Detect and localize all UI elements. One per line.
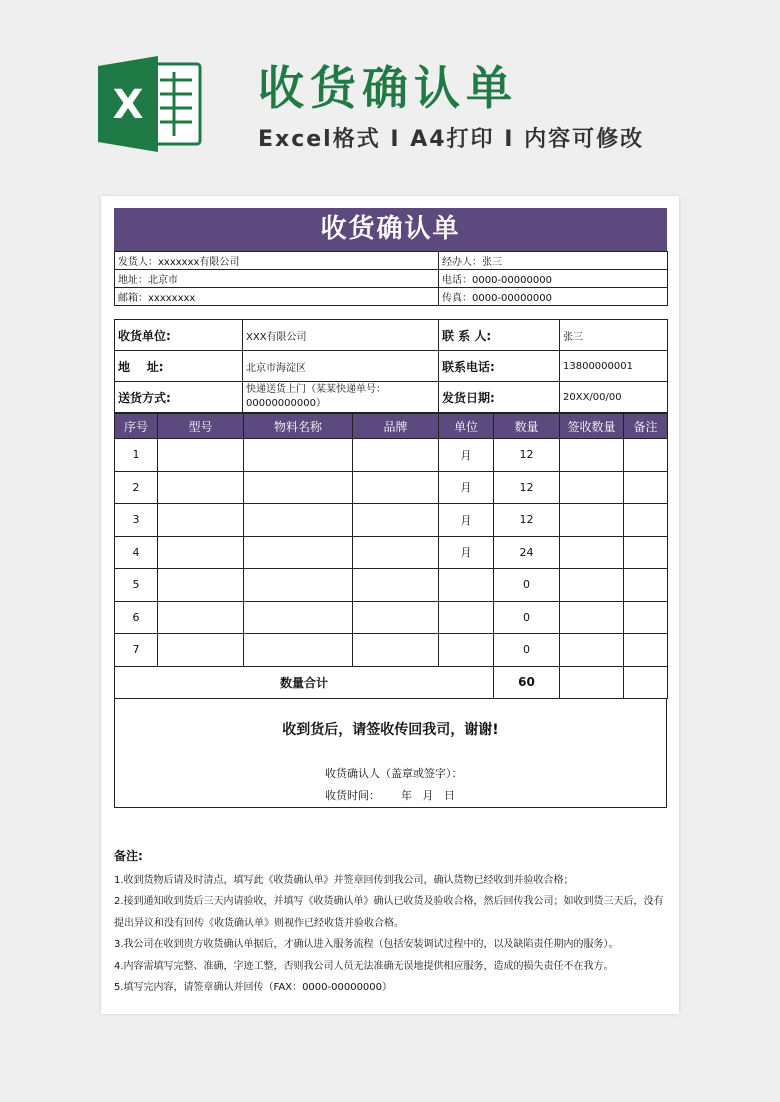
table-row [115, 471, 668, 504]
note-line: 5.填写完内容，请签章确认并回传（FAX：0000-00000000） [114, 982, 393, 993]
note-line: 2.接到通知收到货后三天内请验收，并填写《收货确认单》确认已收货及验收合格，然后回传我公司；如收到货三天后，没有 [114, 896, 664, 907]
row-signed-qty[interactable] [560, 471, 624, 504]
col-header-unit: 单位 [439, 414, 494, 439]
table-row [115, 569, 668, 602]
row-brand[interactable] [353, 601, 439, 634]
info-row [115, 288, 668, 306]
row-brand[interactable] [353, 504, 439, 537]
signature-box [114, 699, 667, 808]
page-title: 收货确认单 [258, 61, 518, 115]
row-index: 7 [115, 634, 158, 667]
table-row [115, 601, 668, 634]
sender-info-table [114, 251, 668, 306]
ship-method-label: 送货方式: [115, 382, 243, 413]
info-cell[interactable]: 邮箱：xxxxxxxx [115, 288, 439, 306]
row-model[interactable] [158, 471, 244, 504]
row-model[interactable] [158, 439, 244, 472]
address-value[interactable]: 北京市海淀区 [243, 351, 439, 382]
row-index: 4 [115, 536, 158, 569]
row-signed-qty[interactable] [560, 601, 624, 634]
row-unit[interactable]: 月 [439, 504, 494, 537]
info-cell[interactable]: 传真：0000-00000000 [439, 288, 668, 306]
row-unit[interactable] [439, 601, 494, 634]
row-material[interactable] [244, 601, 353, 634]
table-row [115, 504, 668, 537]
row-signed-qty[interactable] [560, 536, 624, 569]
row-model[interactable] [158, 536, 244, 569]
total-row [115, 666, 668, 698]
form-header: 收货确认单 [114, 208, 667, 251]
receiver-unit-value[interactable]: XXX有限公司 [243, 320, 439, 351]
excel-logo-icon [98, 56, 204, 152]
row-qty[interactable]: 12 [494, 504, 560, 537]
info-cell[interactable]: 发货人：xxxxxxx有限公司 [115, 252, 439, 270]
row-index: 2 [115, 471, 158, 504]
excel-logo-letter: X [112, 82, 144, 128]
row-model[interactable] [158, 569, 244, 602]
note-line: 4.内容需填写完整、准确，字迹工整，否则我公司人员无法准确无误地提供相应服务，造成的损失责任不在我方。 [114, 960, 614, 972]
row-index: 1 [115, 439, 158, 472]
row-remark[interactable] [624, 439, 668, 472]
col-header-brand: 品牌 [353, 414, 439, 439]
row-model[interactable] [158, 601, 244, 634]
row-material[interactable] [244, 471, 353, 504]
total-signed[interactable] [560, 666, 624, 698]
row-unit[interactable]: 月 [439, 439, 494, 472]
row-index: 6 [115, 601, 158, 634]
phone-label: 联系电话: [439, 351, 560, 382]
col-header-index: 序号 [115, 414, 158, 439]
row-remark[interactable] [624, 471, 668, 504]
receiver-table [114, 319, 668, 413]
row-qty[interactable]: 0 [494, 634, 560, 667]
table-row [115, 536, 668, 569]
signer-line[interactable]: 收货确认人（盖章或签字）： [325, 766, 463, 780]
notes-section [114, 846, 667, 999]
row-index: 3 [115, 504, 158, 537]
document-paper [101, 196, 679, 1014]
row-model[interactable] [158, 504, 244, 537]
row-remark[interactable] [624, 536, 668, 569]
row-remark[interactable] [624, 504, 668, 537]
info-cell[interactable]: 地址：北京市 [115, 270, 439, 288]
ship-date-label: 发货日期: [439, 382, 560, 413]
note-line: 1.收到货物后请及时清点，填写此《收货确认单》并签章回传到我公司，确认货物已经收到并验收合格； [114, 874, 574, 886]
row-signed-qty[interactable] [560, 504, 624, 537]
spacer [114, 306, 667, 319]
row-remark[interactable] [624, 601, 668, 634]
col-header-model: 型号 [158, 414, 244, 439]
row-brand[interactable] [353, 634, 439, 667]
row-qty[interactable]: 0 [494, 601, 560, 634]
col-header-material: 物料名称 [244, 414, 353, 439]
ship-method-value[interactable]: 快递送货上门（某某快递单号：00000000000） [243, 382, 439, 413]
row-signed-qty[interactable] [560, 439, 624, 472]
col-header-remark: 备注 [624, 414, 668, 439]
row-unit[interactable]: 月 [439, 471, 494, 504]
info-row [115, 270, 668, 288]
row-remark[interactable] [624, 569, 668, 602]
row-qty[interactable]: 0 [494, 569, 560, 602]
col-header-qty: 数量 [494, 414, 560, 439]
receiver-unit-label: 收货单位: [115, 320, 243, 351]
row-brand[interactable] [353, 569, 439, 602]
row-remark[interactable] [624, 634, 668, 667]
row-brand[interactable] [353, 471, 439, 504]
table-row [115, 634, 668, 667]
total-remark[interactable] [624, 666, 668, 698]
table-row [115, 439, 668, 472]
receive-time-line[interactable]: 收货时间： 年 月 日 [325, 788, 455, 802]
receiver-row [115, 320, 668, 351]
contact-label: 联 系 人: [439, 320, 560, 351]
notes-title: 备注: [114, 849, 143, 863]
row-qty[interactable]: 12 [494, 439, 560, 472]
row-qty[interactable]: 12 [494, 471, 560, 504]
row-material[interactable] [244, 504, 353, 537]
receiver-row [115, 382, 668, 413]
row-index: 5 [115, 569, 158, 602]
row-signed-qty[interactable] [560, 634, 624, 667]
total-value: 60 [494, 666, 560, 698]
address-label: 地 址: [115, 351, 243, 382]
row-unit[interactable]: 月 [439, 536, 494, 569]
receiver-row [115, 351, 668, 382]
row-brand[interactable] [353, 439, 439, 472]
info-cell[interactable]: 经办人：张三 [439, 252, 668, 270]
row-material[interactable] [244, 569, 353, 602]
row-model[interactable] [158, 634, 244, 667]
row-brand[interactable] [353, 536, 439, 569]
note-line: 3.我公司在收到贵方收货确认单据后，才确认进入服务流程（包括安装调试过程中的，以及缺陷责任期内的服务）。 [114, 939, 619, 950]
total-label: 数量合计 [115, 666, 494, 698]
row-unit[interactable] [439, 569, 494, 602]
col-header-signed-qty: 签收数量 [560, 414, 624, 439]
row-material[interactable] [244, 536, 353, 569]
page-subtitle: Excel格式 I A4打印 I 内容可修改 [258, 127, 645, 152]
ship-date-value[interactable]: 20XX/00/00 [560, 382, 668, 413]
row-material[interactable] [244, 439, 353, 472]
info-row [115, 252, 668, 270]
thanks-message: 收到货后，请签收传回我司，谢谢! [282, 721, 499, 738]
items-table [114, 413, 668, 699]
row-qty[interactable]: 24 [494, 536, 560, 569]
phone-value[interactable]: 13800000001 [560, 351, 668, 382]
note-line: 提出异议和没有回传《收货确认单》则视作已经收货并验收合格。 [114, 917, 404, 929]
row-signed-qty[interactable] [560, 569, 624, 602]
info-cell[interactable]: 电话：0000-00000000 [439, 270, 668, 288]
row-material[interactable] [244, 634, 353, 667]
row-unit[interactable] [439, 634, 494, 667]
contact-value[interactable]: 张三 [560, 320, 668, 351]
items-header-row [115, 414, 668, 439]
form-sheet [114, 208, 667, 808]
